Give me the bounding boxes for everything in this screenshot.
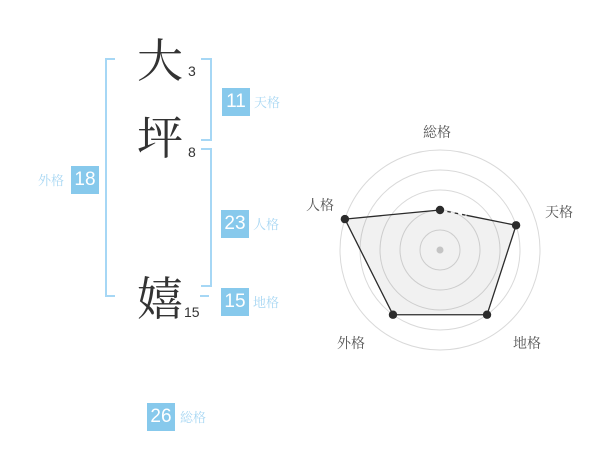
gaikaku-label: 外格 <box>38 173 65 188</box>
radar-chart-area <box>300 100 590 370</box>
gaikaku-bracket-line <box>105 58 107 297</box>
soukaku-label: 総格 <box>180 410 207 425</box>
radar-axis-label-0: 総格 <box>423 124 451 140</box>
radar-chart <box>300 100 590 370</box>
jinkaku-label: 人格 <box>253 217 280 232</box>
tenkaku-value-box: 11 <box>222 88 250 116</box>
jinkaku-value-box: 23 <box>221 210 249 238</box>
tenkaku-bracket-tick-top <box>201 58 212 60</box>
name-character-3: 嬉 <box>137 273 183 325</box>
chikaku-value-box: 15 <box>221 288 249 316</box>
jinkaku-bracket-tick-bottom <box>201 285 212 287</box>
radar-vertex-dot-1 <box>512 221 520 229</box>
gaikaku-bracket-tick-top <box>105 58 115 60</box>
stroke-count-1: 3 <box>188 63 196 79</box>
name-character-2: 坪 <box>137 112 183 164</box>
radar-vertex-dot-2 <box>483 311 491 319</box>
gaikaku-value-box: 18 <box>71 166 99 194</box>
stroke-count-2: 8 <box>188 144 196 160</box>
radar-axis-label-4: 人格 <box>306 197 334 213</box>
radar-axis-label-2: 地格 <box>513 335 541 351</box>
jinkaku-bracket-tick-top <box>201 148 212 150</box>
soukaku-value-box: 26 <box>147 403 175 431</box>
radar-center-dot <box>437 247 444 254</box>
jinkaku-bracket-line <box>210 148 212 287</box>
radar-vertex-dot-3 <box>389 311 397 319</box>
gaikaku-bracket-tick-bottom <box>105 295 115 297</box>
chikaku-tick <box>200 295 209 297</box>
stroke-count-3: 15 <box>184 304 200 320</box>
tenkaku-label: 天格 <box>254 95 281 110</box>
radar-polygon <box>345 210 516 315</box>
name-character-1: 大 <box>137 35 183 87</box>
tenkaku-bracket-line <box>210 58 212 141</box>
radar-axis-label-1: 天格 <box>545 204 573 220</box>
tenkaku-bracket-tick-bottom <box>201 139 212 141</box>
radar-vertex-dot-4 <box>341 215 349 223</box>
radar-axis-label-3: 外格 <box>337 335 365 351</box>
chikaku-label: 地格 <box>253 295 280 310</box>
radar-vertex-dot-0 <box>436 206 444 214</box>
